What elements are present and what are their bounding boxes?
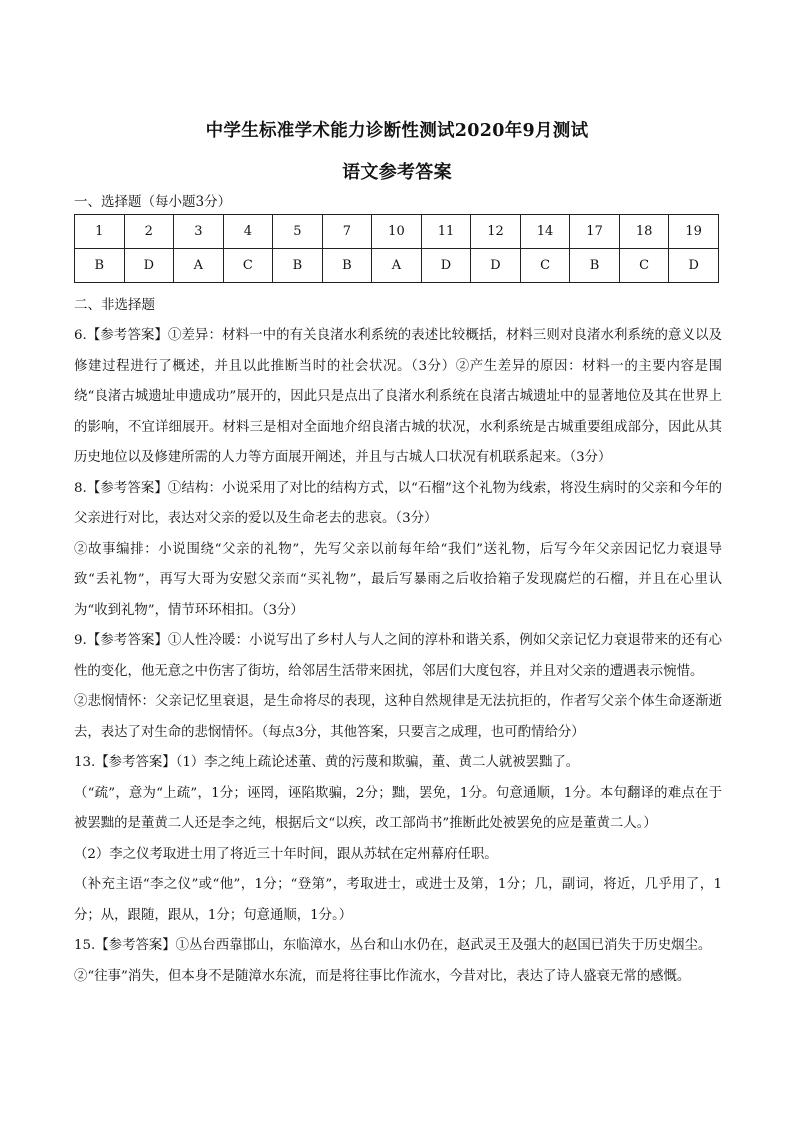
answer-cell: B	[570, 249, 620, 283]
question-number: 7	[322, 215, 372, 249]
question-number: 3	[174, 215, 224, 249]
answers-body	[74, 321, 722, 992]
answer-cell: C	[520, 249, 570, 283]
answer-q8-plot: ②故事编排：小说围绕“父亲的礼物”，先写父亲以前每年给“我们”送礼物，后写今年父亲因记忆力衰退导致“丢礼物”，再写大哥为安慰父亲而“买礼物”，最后写暴雨之后收拾箱子发现腐烂的石榴，并且在心里认为“收到礼物”，情节环环相扣。（3分）	[74, 541, 722, 618]
answer-cell: D	[471, 249, 521, 283]
answer-q13-part1-notes: （“疏”，意为“上疏”，1分；诬罔，诬陷欺骗，2分；黜，罢免，1分。句意通顺，1分。本句翻译的难点在于被罢黜的是董黄二人还是李之纯，根据后文“以疾，改工部尚书”推断此处被罢免的应是董黄二人。）	[74, 785, 722, 831]
answer-cell: B	[273, 249, 323, 283]
question-number: 18	[619, 215, 669, 249]
answer-cell: B	[75, 249, 125, 283]
answer-q15-part2: ②“往事”消失，但本身不是随漳水东流，而是将往事比作流水，今昔对比，表达了诗人盛衰无常的感慨。	[74, 968, 691, 984]
answer-row	[75, 249, 719, 283]
question-number: 17	[570, 215, 620, 249]
answer-q13-part2-notes: （补充主语“李之仪”或“他”，1分；“登第”，考取进士，或进士及第，1分；几，副词，将近，几乎用了，1分；从，跟随，跟从，1分；句意通顺，1分。）	[74, 877, 722, 923]
question-number-row	[75, 215, 719, 249]
answer-cell: D	[124, 249, 174, 283]
question-number: 1	[75, 215, 125, 249]
question-number: 12	[471, 215, 521, 249]
question-number: 4	[223, 215, 273, 249]
answer-q9-humanity: 9.【参考答案】①人性冷暖：小说写出了乡村人与人之间的淳朴和谐关系，例如父亲记忆力衰退带来的还有心性的变化，他无意之中伤害了街坊，给邻居生活带来困扰，邻居们大度包容，并且对父亲的遭遇表示惋惜。	[74, 633, 722, 679]
question-number: 11	[421, 215, 471, 249]
answer-cell: C	[223, 249, 273, 283]
answer-cell: A	[174, 249, 224, 283]
page-title: 中学生标准学术能力诊断性测试2020年9月测试	[205, 121, 589, 141]
answer-cell: D	[421, 249, 471, 283]
question-number: 19	[669, 215, 719, 249]
answer-table	[74, 214, 719, 283]
question-number: 10	[372, 215, 422, 249]
answer-q13-part1: 13.【参考答案】（1）李之纯上疏论述董、黄的污蔑和欺骗，董、黄二人就被罢黜了。	[74, 755, 580, 770]
page-subtitle: 语文参考答案	[342, 162, 452, 183]
section-heading-nonchoice: 二、非选择题	[74, 297, 155, 313]
answer-cell: A	[372, 249, 422, 283]
answer-cell: D	[669, 249, 719, 283]
question-number: 14	[520, 215, 570, 249]
answer-cell: C	[619, 249, 669, 283]
answer-q9-compassion: ②悲悯情怀：父亲记忆里衰退，是生命将尽的表现，这种自然规律是无法抗拒的，作者写父亲个体生命逐渐逝去，表达了对生命的悲悯情怀。（每点3分，其他答案，只要言之成理，也可酌情给分）	[74, 694, 722, 740]
section-heading-choice: 一、选择题（每小题3分）	[74, 194, 232, 210]
answer-q8-structure: 8.【参考答案】①结构：小说采用了对比的结构方式，以“石榴”这个礼物为线索，将没生病时的父亲和今年的父亲进行对比，表达对父亲的爱以及生命老去的悲哀。（3分）	[74, 480, 722, 526]
answer-q15-part1: 15.【参考答案】①丛台西靠邯山，东临漳水，丛台和山水仍在，赵武灵王及强大的赵国已消失于历史烟尘。	[74, 938, 712, 953]
question-number: 5	[273, 215, 323, 249]
answer-q6: 6.【参考答案】①差异：材料一中的有关良渚水利系统的表述比较概括，材料三则对良渚水利系统的意义以及修建过程进行了概述，并且以此推断当时的社会状况。（3分）②产生差异的原因：材料一的主要内容是围绕“良渚古城遗址申遗成功”展开的，因此只是点出了良渚水利系统在良渚古城遗址中的显著地位及其在世界上的影响，不宜详细展开。材料三是相对全面地介绍良渚古城的状况，水利系统是古城重要组成部分，因此从其历史地位以及修建所需的人力等方面展开阐述，并且与古城人口状况有机联系起来。（3分）	[74, 328, 722, 465]
question-number: 2	[124, 215, 174, 249]
answer-cell: B	[322, 249, 372, 283]
answer-q13-part2: （2）李之仪考取进士用了将近三十年时间，跟从苏轼在定州幕府任职。	[74, 846, 498, 862]
